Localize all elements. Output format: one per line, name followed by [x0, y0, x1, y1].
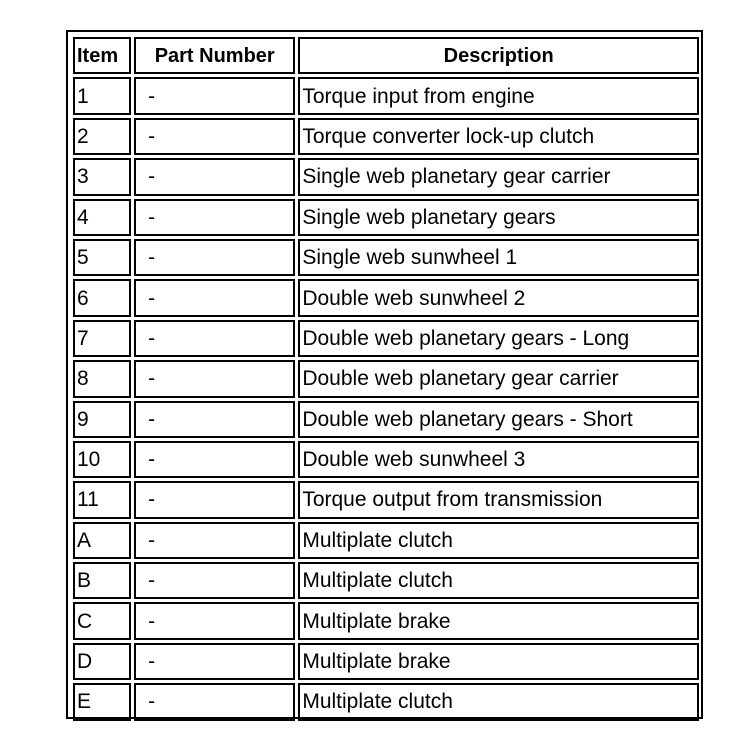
table-row: [73, 401, 699, 438]
cell-part-number: -: [134, 158, 295, 195]
cell-item: 8: [73, 360, 131, 397]
cell-part-number: -: [134, 643, 295, 680]
table-row: [73, 320, 699, 357]
table-row: [73, 279, 699, 316]
cell-item: D: [73, 643, 131, 680]
table-row: [73, 441, 699, 478]
cell-description: Double web planetary gears - Long: [298, 320, 699, 357]
cell-description: Double web sunwheel 2: [298, 279, 699, 316]
table-row: [73, 602, 699, 639]
table-body: [73, 77, 699, 720]
table-row: [73, 683, 699, 720]
table-row: [73, 562, 699, 599]
table-row: [73, 158, 699, 195]
cell-part-number: -: [134, 602, 295, 639]
table-row: [73, 481, 699, 518]
cell-description: Multiplate clutch: [298, 522, 699, 559]
table-row: [73, 522, 699, 559]
cell-description: Torque output from transmission: [298, 481, 699, 518]
cell-item: B: [73, 562, 131, 599]
table-row: [73, 77, 699, 114]
cell-item: 11: [73, 481, 131, 518]
cell-part-number: -: [134, 683, 295, 720]
cell-description: Multiplate brake: [298, 643, 699, 680]
cell-item: 7: [73, 320, 131, 357]
cell-part-number: -: [134, 239, 295, 276]
cell-part-number: -: [134, 401, 295, 438]
table-row: [73, 643, 699, 680]
cell-part-number: -: [134, 199, 295, 236]
cell-description: Multiplate clutch: [298, 562, 699, 599]
cell-description: Torque converter lock-up clutch: [298, 118, 699, 155]
header-part-number: Part Number: [134, 37, 295, 74]
cell-description: Multiplate clutch: [298, 683, 699, 720]
cell-part-number: -: [134, 320, 295, 357]
cell-item: 9: [73, 401, 131, 438]
cell-part-number: -: [134, 279, 295, 316]
cell-part-number: -: [134, 118, 295, 155]
table-row: [73, 239, 699, 276]
cell-description: Torque input from engine: [298, 77, 699, 114]
cell-item: 1: [73, 77, 131, 114]
cell-description: Single web planetary gears: [298, 199, 699, 236]
header-description: Description: [298, 37, 699, 74]
cell-part-number: -: [134, 481, 295, 518]
cell-item: 2: [73, 118, 131, 155]
cell-item: E: [73, 683, 131, 720]
table-row: [73, 118, 699, 155]
cell-item: 4: [73, 199, 131, 236]
cell-item: A: [73, 522, 131, 559]
cell-description: Double web planetary gears - Short: [298, 401, 699, 438]
cell-part-number: -: [134, 77, 295, 114]
cell-item: 6: [73, 279, 131, 316]
cell-item: 3: [73, 158, 131, 195]
cell-item: C: [73, 602, 131, 639]
cell-part-number: -: [134, 360, 295, 397]
cell-part-number: -: [134, 441, 295, 478]
cell-part-number: -: [134, 562, 295, 599]
table-header-row: [73, 37, 699, 74]
cell-description: Single web planetary gear carrier: [298, 158, 699, 195]
table-row: [73, 199, 699, 236]
cell-description: Multiplate brake: [298, 602, 699, 639]
cell-item: 5: [73, 239, 131, 276]
table-row: [73, 360, 699, 397]
header-item: Item: [73, 37, 131, 74]
cell-description: Double web planetary gear carrier: [298, 360, 699, 397]
parts-table: [70, 34, 702, 724]
cell-item: 10: [73, 441, 131, 478]
cell-description: Double web sunwheel 3: [298, 441, 699, 478]
cell-part-number: -: [134, 522, 295, 559]
cell-description: Single web sunwheel 1: [298, 239, 699, 276]
